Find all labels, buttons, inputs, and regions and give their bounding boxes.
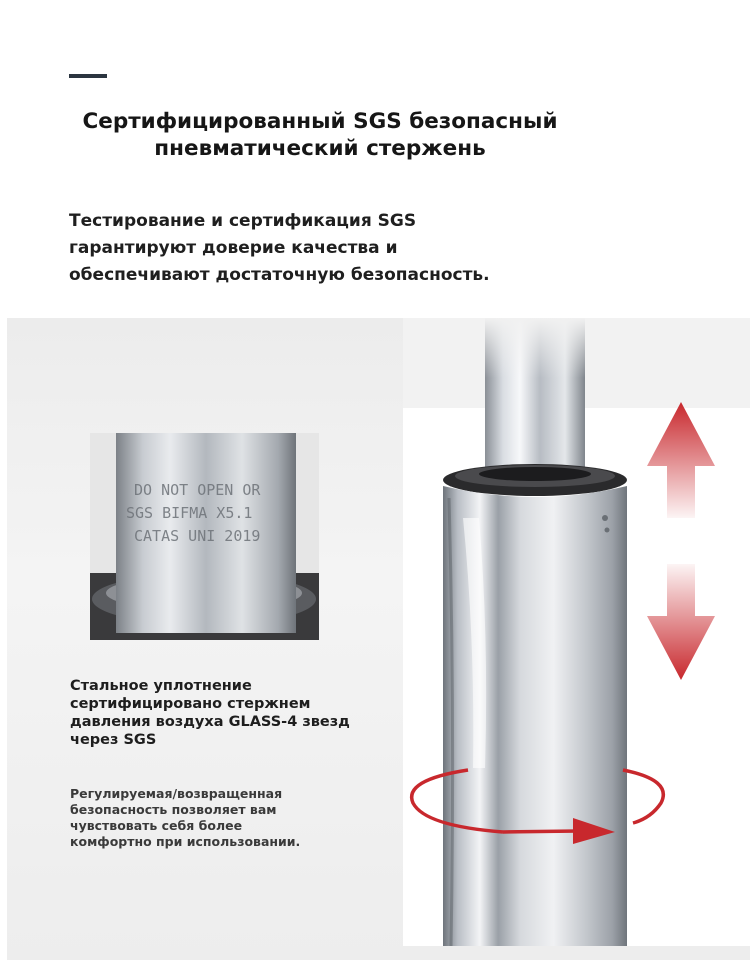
feature-note-line-1: Регулируемая/возвращенная xyxy=(70,786,283,801)
feature-title-line-1: Стальное уплотнение xyxy=(70,678,252,694)
intro-line-2: гарантируют доверие качества и xyxy=(69,238,398,258)
gas-cylinder-photo xyxy=(403,318,750,946)
feature-title-line-4: через SGS xyxy=(70,732,157,748)
feature-title-line-2: сертифицировано стержнем xyxy=(70,696,311,712)
engraving-closeup-photo xyxy=(90,433,319,640)
feature-note-line-2: безопасность позволяет вам xyxy=(70,802,277,817)
engraving-line-1: DO NOT OPEN OR xyxy=(134,481,261,499)
feature-note-line-4: комфортно при использовании. xyxy=(70,834,301,849)
feature-note-line-3: чувствовать себя более xyxy=(70,818,243,833)
feature-note xyxy=(70,786,340,850)
feature-title-line-3: давления воздуха GLASS-4 звезд xyxy=(70,714,350,730)
intro-text xyxy=(69,208,569,289)
title-line-1: Сертифицированный SGS безопасный xyxy=(82,109,558,134)
intro-line-1: Тестирование и сертификация SGS xyxy=(69,211,417,231)
feature-title xyxy=(70,677,370,749)
engraving-line-3: CATAS UNI 2019 xyxy=(134,527,261,545)
page-title xyxy=(60,108,580,162)
engraving-line-2: SGS BIFMA X5.1 xyxy=(126,504,253,522)
intro-line-3: обеспечивают достаточную безопасность. xyxy=(69,265,490,285)
header-accent-bar xyxy=(69,74,107,78)
title-line-2: пневматический стержень xyxy=(154,136,486,161)
